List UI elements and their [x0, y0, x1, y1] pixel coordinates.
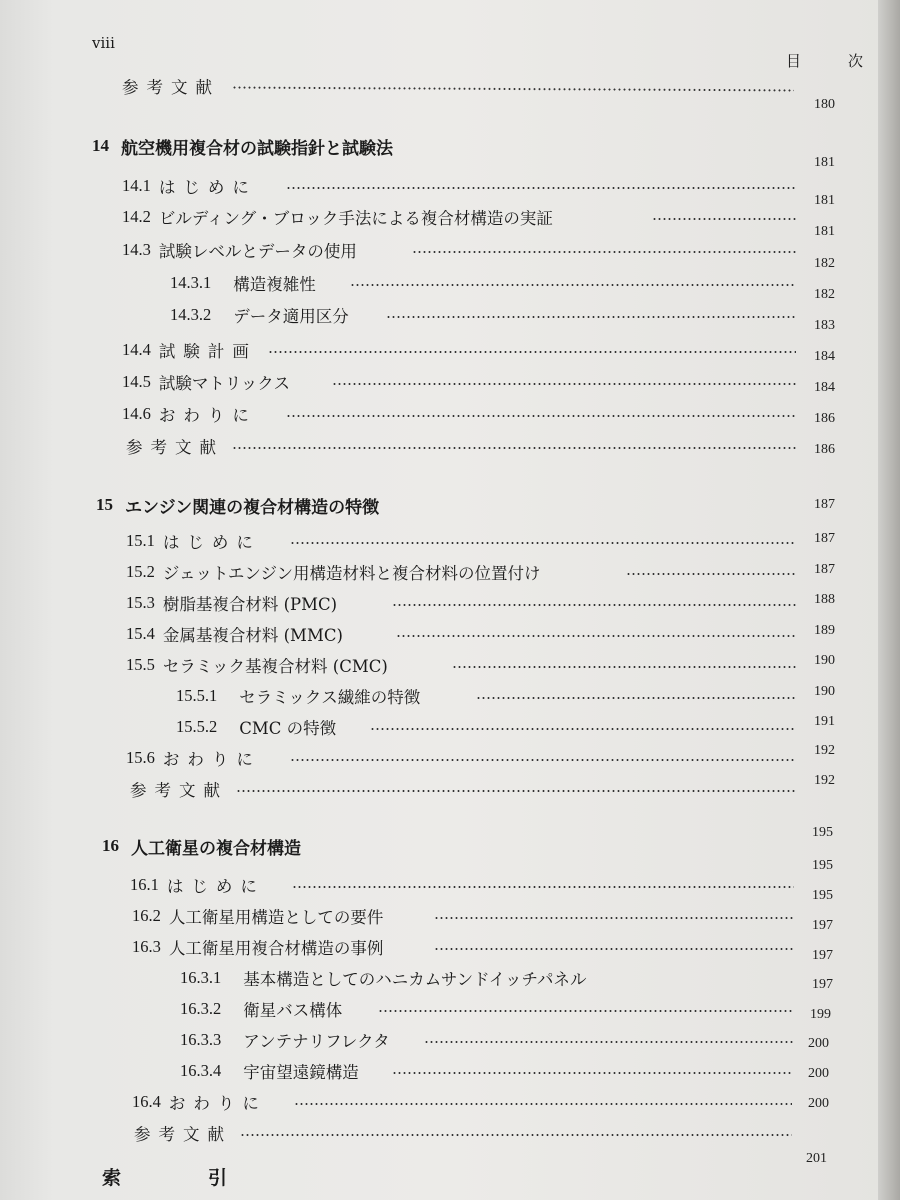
- toc-label: はじめに: [158, 178, 257, 197]
- toc-entry: [180, 1057, 359, 1085]
- toc-label: はじめに: [162, 533, 261, 552]
- toc-entry: [122, 400, 257, 428]
- toc-number: 14.5: [122, 372, 151, 391]
- toc-page: 200: [808, 1036, 829, 1051]
- toc-page: 184: [814, 349, 835, 364]
- page-number: viii: [92, 34, 115, 52]
- toc-entry: [176, 682, 420, 710]
- toc-number: 15.5.1: [176, 686, 218, 705]
- toc-number: 15.5.2: [176, 717, 218, 736]
- toc-page: 181: [814, 224, 835, 239]
- toc-number: 16.3.3: [180, 1030, 222, 1049]
- toc-number: 16.4: [132, 1092, 161, 1111]
- toc-entry: [126, 744, 261, 772]
- running-header: 目 次: [786, 52, 880, 70]
- toc-entry: [122, 72, 220, 100]
- toc-page: 181: [814, 193, 835, 208]
- toc-number: 16.3.2: [180, 999, 222, 1018]
- toc-chapter: [92, 132, 393, 160]
- leader-dots: [434, 917, 794, 919]
- toc-number: 16.1: [130, 875, 159, 894]
- toc-entry: [122, 172, 257, 200]
- toc-entry: [132, 902, 383, 930]
- toc-entry: [122, 336, 257, 364]
- toc-label: 基本構造としてのハニカムサンドイッチパネル: [243, 970, 587, 989]
- toc-page: 186: [814, 442, 835, 457]
- toc-entry: [180, 964, 586, 992]
- toc-label: 樹脂基複合材料 (PMC): [162, 595, 338, 614]
- toc-page: 195: [812, 888, 833, 903]
- toc-page: 187: [814, 562, 835, 577]
- leader-dots: [232, 87, 794, 92]
- toc-page: 187: [814, 531, 835, 546]
- leader-dots: [652, 218, 796, 220]
- toc-page: 197: [812, 977, 833, 992]
- leader-dots: [286, 187, 796, 189]
- toc-page: 200: [808, 1066, 829, 1081]
- toc-page: 182: [814, 287, 835, 302]
- page-edge: [878, 0, 900, 1200]
- toc-entry: [134, 1119, 232, 1147]
- toc-page: 197: [812, 918, 833, 933]
- toc-number: 16.2: [132, 906, 161, 925]
- leader-dots: [290, 759, 796, 761]
- toc-entry: [126, 432, 224, 460]
- leader-dots: [476, 697, 796, 699]
- toc-page: 183: [814, 318, 835, 333]
- toc-label: 金属基複合材料 (MMC): [162, 626, 343, 645]
- leader-dots: [294, 1103, 792, 1105]
- leader-dots: [392, 604, 796, 606]
- toc-page: 187: [814, 497, 835, 512]
- toc-label: 人工衛星用構造としての要件: [168, 908, 384, 927]
- toc-page: 181: [814, 155, 835, 170]
- toc-label: おわりに: [162, 750, 261, 769]
- toc-number: 15.3: [126, 593, 155, 612]
- toc-page: 191: [814, 714, 835, 729]
- toc-entry: [126, 558, 541, 586]
- toc-label: はじめに: [166, 877, 265, 896]
- leader-dots: [290, 542, 796, 544]
- toc-label: 試験マトリックス: [158, 374, 291, 393]
- toc-number: 16.3: [132, 937, 161, 956]
- leader-dots: [350, 284, 796, 286]
- toc-label: 参考文献: [130, 781, 228, 800]
- leader-dots: [626, 573, 796, 575]
- toc-page: 192: [814, 743, 835, 758]
- toc-page: 186: [814, 411, 835, 426]
- toc-chapter: [102, 832, 301, 860]
- leader-dots: [424, 1041, 794, 1043]
- toc-number: 14.2: [122, 207, 151, 226]
- toc-number: 14.4: [122, 340, 151, 359]
- toc-entry: [180, 1026, 390, 1054]
- toc-label: 参考文献: [134, 1125, 232, 1144]
- toc-entry: [170, 269, 316, 297]
- toc-label: 宇宙望遠鏡構造: [243, 1063, 359, 1082]
- toc-page: 195: [812, 825, 833, 840]
- toc-entry: [176, 713, 336, 741]
- leader-dots: [370, 728, 796, 730]
- toc-label: アンテナリフレクタ: [243, 1032, 390, 1051]
- toc-label: 参考文献: [122, 78, 220, 97]
- leader-dots: [236, 790, 796, 792]
- toc-number: 14.3: [122, 240, 151, 259]
- toc-number: 16.3.1: [180, 968, 222, 987]
- toc-page: 201: [806, 1151, 827, 1166]
- toc-number: 14.1: [122, 176, 151, 195]
- leader-dots: [392, 1072, 792, 1074]
- toc-label: 試験レベルとデータの使用: [158, 242, 357, 261]
- toc-page: 189: [814, 623, 835, 638]
- toc-label: セラミックス繊維の特徴: [239, 688, 421, 707]
- toc-label: ジェットエンジン用構造材料と複合材料の位置付け: [162, 564, 541, 583]
- toc-entry: [132, 933, 383, 961]
- toc-page: 195: [812, 858, 833, 873]
- leader-dots: [396, 635, 796, 637]
- toc-label: セラミック基複合材料 (CMC): [162, 657, 388, 676]
- toc-label: 人工衛星用複合材構造の事例: [168, 939, 384, 958]
- toc-label: 構造複雑性: [233, 275, 316, 294]
- toc-page: 180: [814, 97, 835, 112]
- toc-label: ビルディング・ブロック手法による複合材構造の実証: [158, 209, 553, 228]
- toc-entry: [170, 301, 349, 329]
- toc-page: 188: [814, 592, 835, 607]
- toc-page: 182: [814, 256, 835, 271]
- toc-label: エンジン関連の複合材構造の特徴: [125, 497, 380, 518]
- toc-number: 15.4: [126, 624, 155, 643]
- leader-dots: [292, 886, 794, 888]
- leader-dots: [232, 447, 796, 449]
- toc-number: 14.3.1: [170, 273, 212, 292]
- toc-entry: [132, 1088, 267, 1116]
- toc-label: おわりに: [168, 1094, 267, 1113]
- toc-number: 15.2: [126, 562, 155, 581]
- toc-number: 15: [96, 495, 113, 514]
- toc-entry: [122, 203, 553, 231]
- leader-dots: [240, 1134, 792, 1136]
- toc-number: 16: [102, 836, 119, 855]
- toc-entry: [122, 236, 357, 264]
- toc-number: 15.6: [126, 748, 155, 767]
- toc-number: 14.3.2: [170, 305, 212, 324]
- toc-label: 衛星バス構体: [243, 1001, 343, 1020]
- toc-label: 試験計画: [158, 342, 257, 361]
- toc-page: 200: [808, 1096, 829, 1111]
- toc-entry: [126, 620, 343, 648]
- toc-label: データ適用区分: [233, 307, 349, 326]
- toc-label: 人工衛星の複合材構造: [131, 838, 301, 859]
- toc-index: 索 引: [102, 1167, 262, 1189]
- toc-label: おわりに: [158, 406, 257, 425]
- leader-dots: [412, 251, 796, 253]
- leader-dots: [386, 316, 796, 318]
- toc-entry: [122, 368, 290, 396]
- toc-label: CMC の特徴: [239, 719, 337, 738]
- toc-page: 190: [814, 684, 835, 699]
- toc-number: 15.5: [126, 655, 155, 674]
- leader-dots: [286, 415, 796, 417]
- toc-entry: [180, 995, 342, 1023]
- toc-chapter: [96, 491, 379, 519]
- leader-dots: [378, 1010, 794, 1012]
- toc-number: 14.6: [122, 404, 151, 423]
- toc-page: 192: [814, 773, 835, 788]
- leader-dots: [452, 666, 796, 668]
- leader-dots: [434, 948, 794, 950]
- toc-entry: [126, 589, 337, 617]
- toc-number: 16.3.4: [180, 1061, 222, 1080]
- toc-entry: [130, 871, 265, 899]
- leader-dots: [268, 351, 796, 353]
- toc-page: 184: [814, 380, 835, 395]
- toc-label: 参考文献: [126, 438, 224, 457]
- toc-label: 航空機用複合材の試験指針と試験法: [121, 138, 393, 159]
- toc-page: 199: [810, 1007, 831, 1022]
- toc-page: 190: [814, 653, 835, 668]
- toc-page: 197: [812, 948, 833, 963]
- toc-entry: [126, 527, 261, 555]
- toc-number: 14: [92, 136, 109, 155]
- toc-entry: [130, 775, 228, 803]
- leader-dots: [332, 383, 796, 385]
- toc-number: 15.1: [126, 531, 155, 550]
- toc-entry: [126, 651, 388, 679]
